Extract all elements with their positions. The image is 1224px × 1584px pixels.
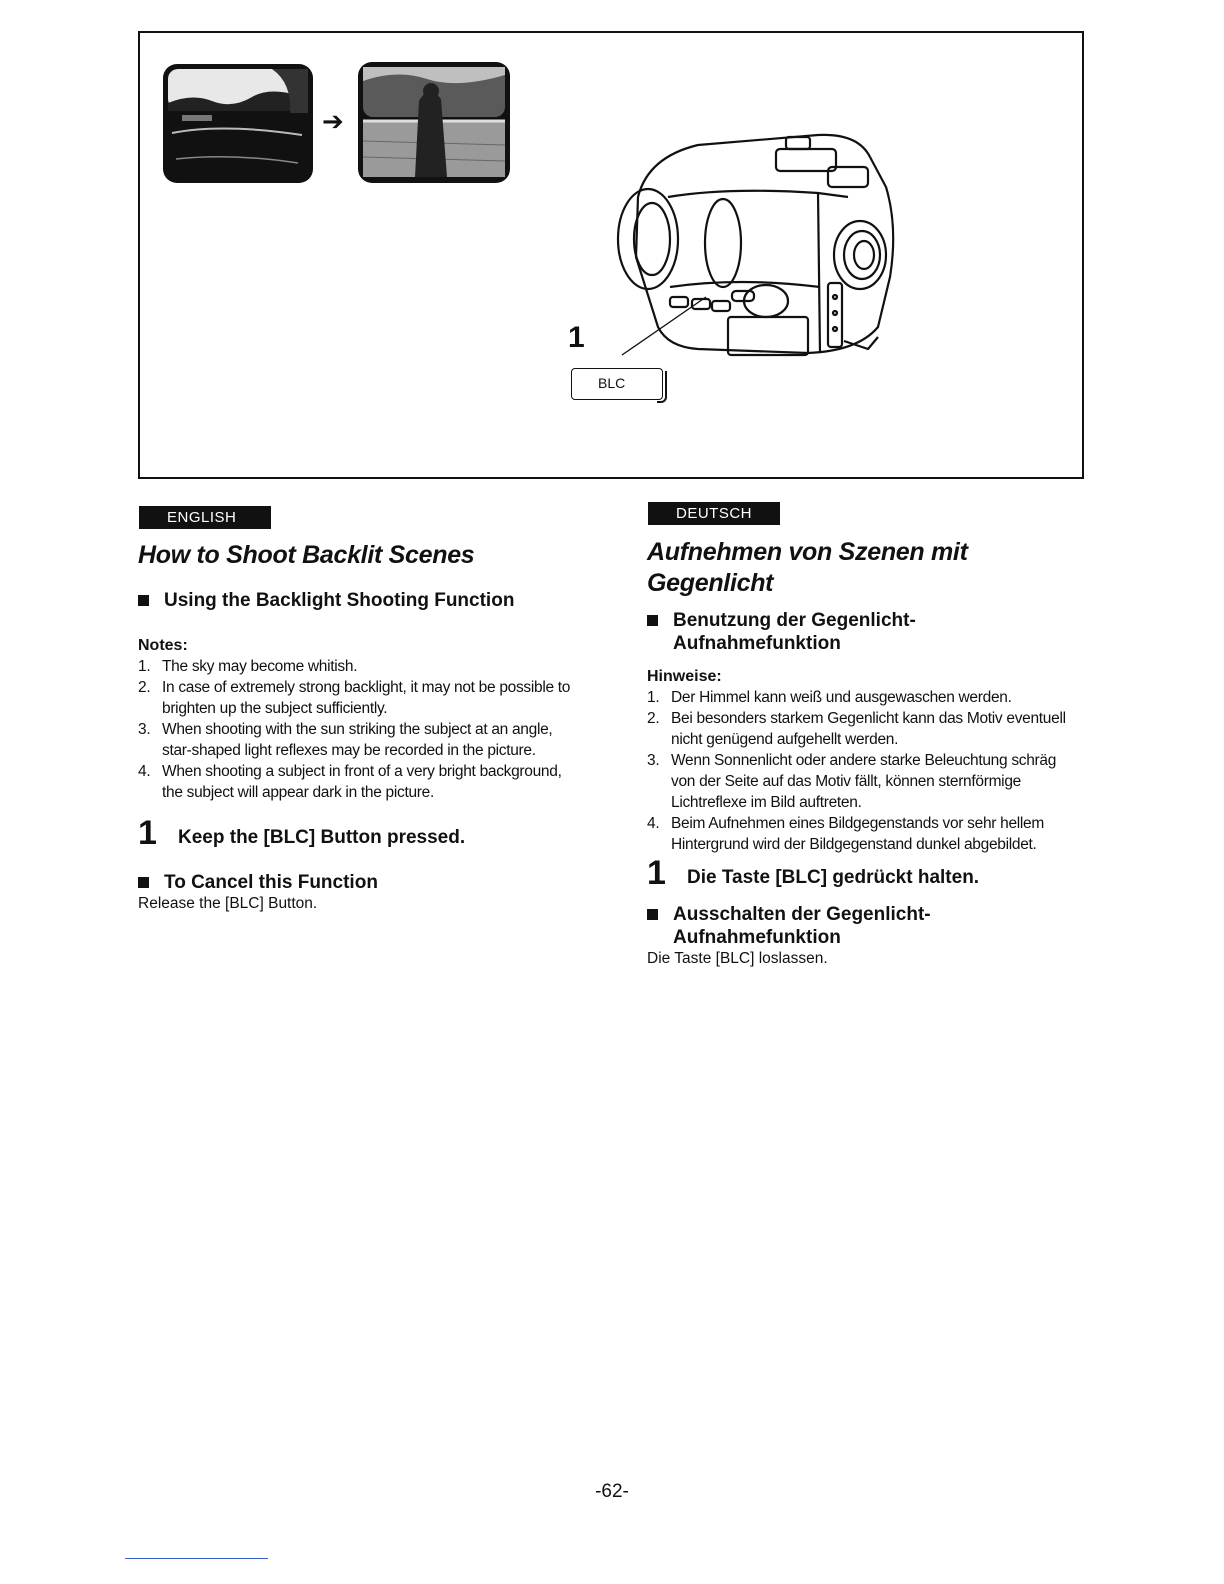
- english-notes-heading: Notes:: [138, 637, 188, 654]
- list-item: [647, 708, 1067, 750]
- list-item-number: 2.: [138, 679, 151, 696]
- list-item: [647, 750, 1067, 813]
- list-item-text: Der Himmel kann weiß und ausgewaschen werden.: [671, 689, 1012, 706]
- list-item-text: When shooting a subject in front of a very bright background, the subject will appear dark in the picture.: [162, 763, 562, 801]
- list-item-number: 4.: [647, 815, 660, 832]
- english-section-heading: [138, 589, 578, 612]
- language-tag-deutsch: DEUTSCH: [648, 502, 780, 525]
- english-section-heading-text: Using the Backlight Shooting Function: [164, 590, 515, 611]
- english-title: How to Shoot Backlit Scenes: [138, 541, 475, 569]
- english-step-1: [138, 814, 578, 852]
- deutsch-cancel-heading-text: Ausschalten der Gegenlicht-Aufnahmefunktion: [673, 904, 931, 948]
- english-cancel-heading: [138, 871, 578, 894]
- illustration-frame: [138, 31, 1084, 479]
- list-item: [138, 719, 578, 761]
- list-item-number: 1.: [138, 658, 151, 675]
- callout-number: 1: [568, 321, 585, 354]
- deutsch-section-heading-text: Benutzung der Gegenlicht-Aufnahmefunktion: [673, 610, 916, 654]
- square-bullet-icon: [647, 909, 658, 920]
- deutsch-cancel-heading: [647, 903, 973, 949]
- blc-button-label: BLC: [598, 375, 626, 391]
- english-notes-list: [138, 656, 578, 803]
- list-item-text: When shooting with the sun striking the subject at an angle, star-shaped light reflexes may be recorded in the picture.: [162, 721, 553, 759]
- backlit-scene-after-image: [357, 61, 511, 184]
- step-text: Die Taste [BLC] gedrückt halten.: [687, 867, 980, 888]
- list-item: [138, 677, 578, 719]
- square-bullet-icon: [138, 595, 149, 606]
- list-item-number: 3.: [138, 721, 151, 738]
- deutsch-notes-list: [647, 687, 1067, 855]
- english-column: [138, 540, 578, 914]
- english-cancel-text: Release the [BLC] Button.: [138, 895, 318, 912]
- backlit-scene-before-image: [162, 63, 314, 184]
- english-cancel-heading-text: To Cancel this Function: [164, 872, 378, 893]
- list-item: [138, 656, 578, 677]
- list-item-text: Beim Aufnehmen eines Bildgegenstands vor sehr hellem Hintergrund wird der Bildgegenstand dunkel abgebildet.: [671, 815, 1044, 853]
- arrow-right-icon: ➔: [322, 106, 344, 136]
- list-item: [647, 813, 1067, 855]
- list-item: [647, 687, 1067, 708]
- list-item-number: 4.: [138, 763, 151, 780]
- square-bullet-icon: [138, 877, 149, 888]
- step-text: Keep the [BLC] Button pressed.: [178, 827, 466, 848]
- deutsch-notes-heading: Hinweise:: [647, 668, 722, 685]
- deutsch-cancel-text: Die Taste [BLC] loslassen.: [647, 950, 828, 967]
- list-item-number: 1.: [647, 689, 660, 706]
- list-item-text: The sky may become whitish.: [162, 658, 358, 675]
- deutsch-title: Aufnehmen von Szenen mit Gegenlicht: [647, 538, 968, 597]
- square-bullet-icon: [647, 615, 658, 626]
- footer-rule: [125, 1558, 268, 1559]
- deutsch-column: [647, 537, 1067, 969]
- list-item-text: In case of extremely strong backlight, it may not be possible to brighten up the subject sufficiently.: [162, 679, 571, 717]
- step-number: 1: [138, 814, 157, 852]
- language-tag-english: ENGLISH: [139, 506, 271, 529]
- blc-button-illustration: [571, 368, 663, 400]
- deutsch-section-heading: [647, 609, 973, 655]
- list-item-text: Wenn Sonnenlicht oder andere starke Beleuchtung schräg von der Seite auf das Motiv fällt, können sternförmige Lichtreflexe im Bild auftreten.: [671, 752, 1057, 811]
- list-item-number: 2.: [647, 710, 660, 727]
- list-item-text: Bei besonders starkem Gegenlicht kann das Motiv eventuell nicht genügend aufgehellt werden.: [671, 710, 1066, 748]
- list-item: [138, 761, 578, 803]
- callout-leader-line: [618, 295, 708, 357]
- list-item-number: 3.: [647, 752, 660, 769]
- page-number: -62-: [595, 1481, 629, 1502]
- step-number: 1: [647, 854, 666, 892]
- deutsch-step-1: [647, 854, 1067, 892]
